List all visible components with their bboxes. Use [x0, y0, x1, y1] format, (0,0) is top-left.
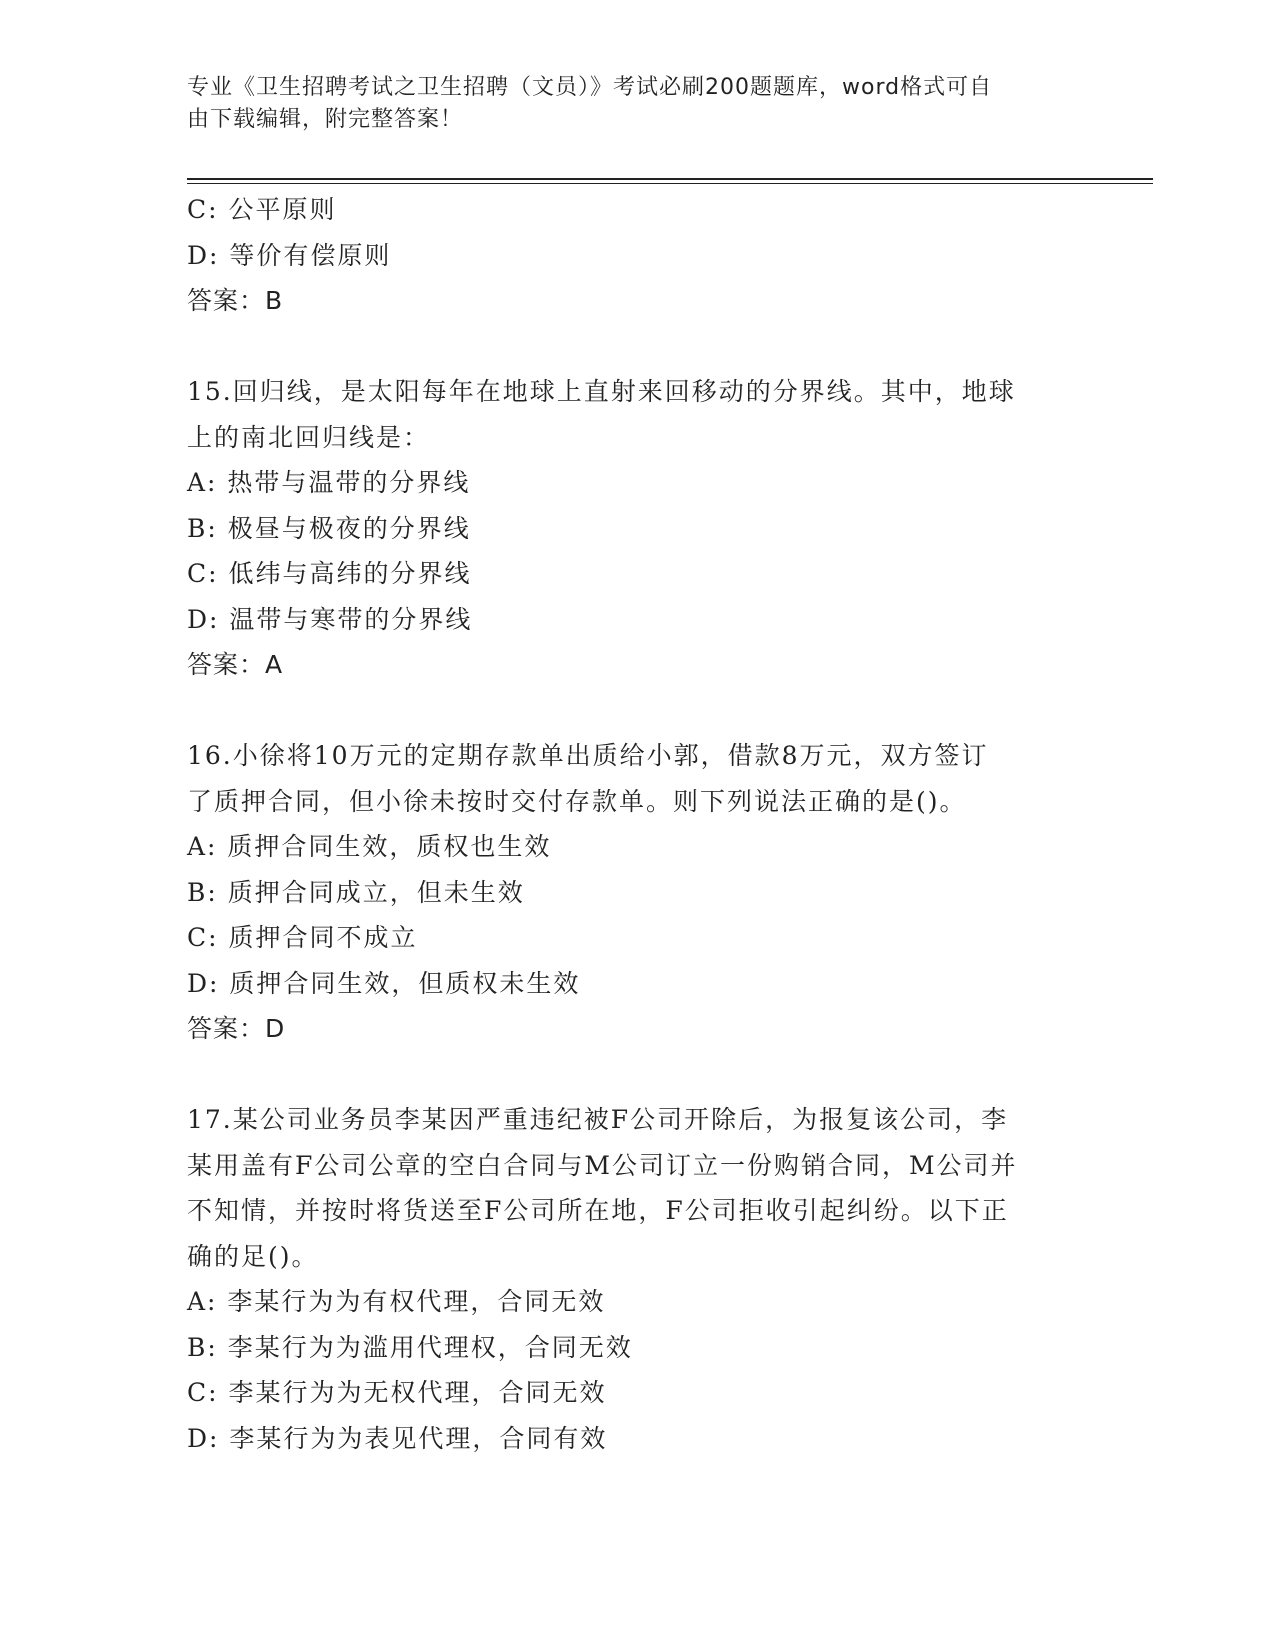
option-c: C: 质押合同不成立 — [187, 923, 418, 952]
question-stem-line: 某用盖有F公司公章的空白合同与M公司订立一份购销合同，M公司并 — [187, 1150, 1018, 1180]
answer-line: 答案：A — [187, 650, 284, 679]
header-title-line-2: 由下载编辑，附完整答案！ — [187, 107, 464, 132]
option-d: D: 质押合同生效，但质权未生效 — [187, 968, 581, 998]
document-header — [187, 72, 1067, 136]
option-c: C: 公平原则 — [187, 195, 337, 224]
question-17 — [187, 1097, 1087, 1461]
option-d: D: 李某行为为表见代理，合同有效 — [187, 1423, 608, 1453]
option-d: D: 温带与寒带的分界线 — [187, 604, 473, 634]
header-divider — [187, 178, 1153, 180]
spacer — [187, 1052, 1087, 1098]
option-a: A: 热带与温带的分界线 — [187, 468, 471, 497]
question-stem-line: 15.回归线，是太阳每年在地球上直射来回移动的分界线。其中，地球 — [187, 377, 1016, 406]
question-stem-line: 不知情，并按时将货送至F公司所在地，F公司拒收引起纠纷。以下正 — [187, 1196, 1009, 1225]
answer-line: 答案：B — [187, 286, 284, 315]
header-divider-thin — [187, 183, 1153, 184]
option-c: C: 李某行为为无权代理，合同无效 — [187, 1378, 607, 1407]
option-b: B: 李某行为为滥用代理权，合同无效 — [187, 1332, 633, 1362]
question-stem-line: 了质押合同，但小徐未按时交付存款单。则下列说法正确的是()。 — [187, 786, 967, 816]
document-body — [187, 187, 1087, 1461]
option-d: D: 等价有偿原则 — [187, 240, 392, 270]
option-a: A: 李某行为为有权代理，合同无效 — [187, 1287, 606, 1316]
question-16 — [187, 733, 1087, 1052]
spacer — [187, 688, 1087, 734]
option-a: A: 质押合同生效，质权也生效 — [187, 832, 552, 861]
option-c: C: 低纬与高纬的分界线 — [187, 559, 472, 588]
question-stem-line: 上的南北回归线是： — [187, 422, 431, 452]
question-stem-line: 确的足()。 — [187, 1241, 319, 1271]
question-stem-line: 16.小徐将10万元的定期存款单出质给小郭，借款8万元，双方签订 — [187, 741, 989, 770]
question-15 — [187, 369, 1087, 688]
option-b: B: 极昼与极夜的分界线 — [187, 513, 471, 543]
option-b: B: 质押合同成立，但未生效 — [187, 877, 525, 907]
question-stem-line: 17.某公司业务员李某因严重违纪被F公司开除后，为报复该公司，李 — [187, 1105, 1009, 1134]
answer-line: 答案：D — [187, 1014, 286, 1043]
spacer — [187, 324, 1087, 370]
header-title-line-1: 专业《卫生招聘考试之卫生招聘（文员）》考试必刷200题题库，word格式可自 — [187, 75, 993, 100]
question-14-tail — [187, 187, 1087, 324]
